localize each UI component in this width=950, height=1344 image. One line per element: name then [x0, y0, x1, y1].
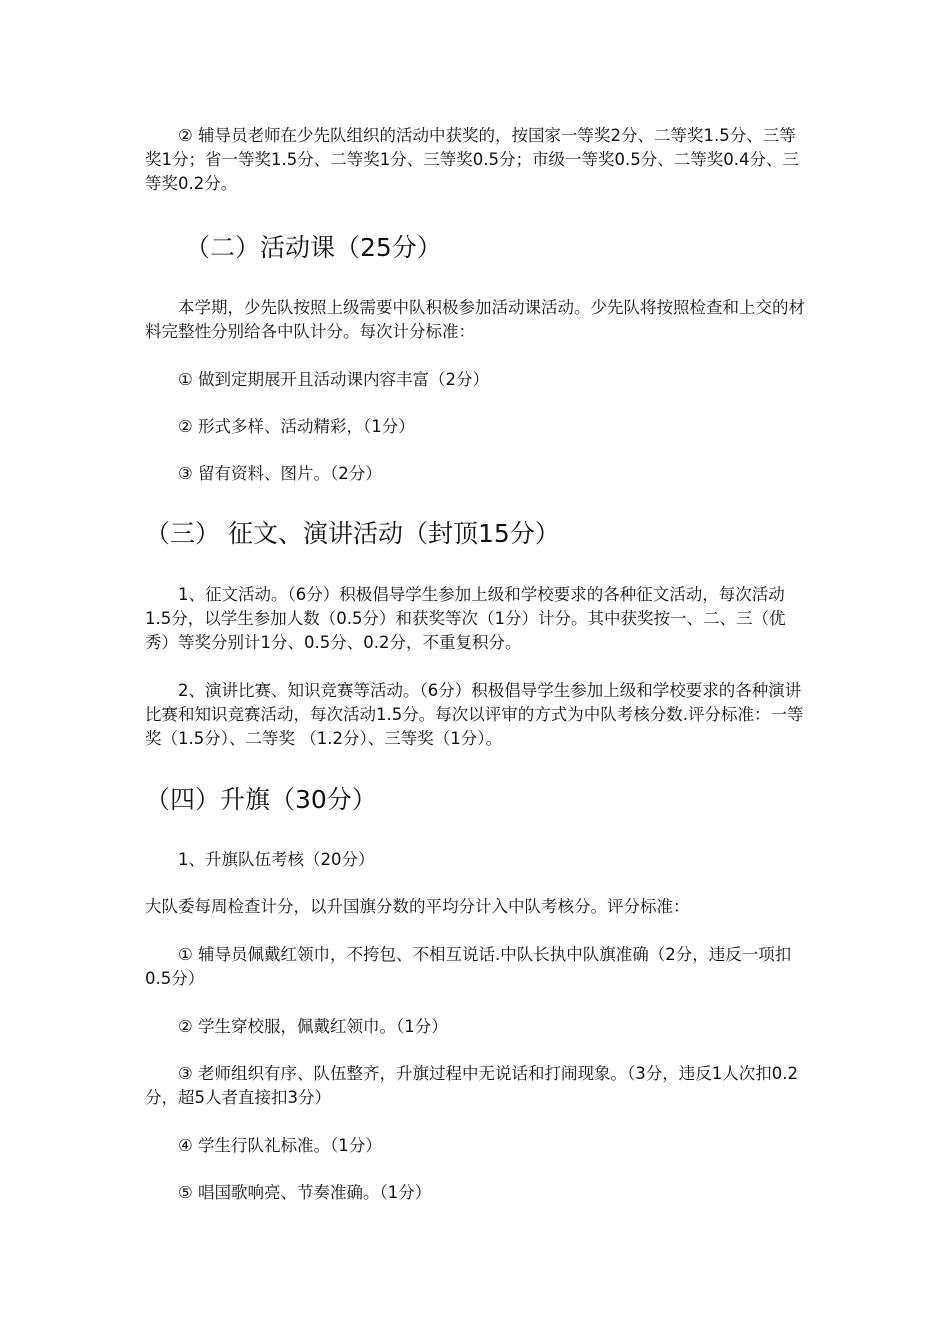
flag-criterion-2: ② 学生穿校服，佩戴红领巾。（1分） [178, 1017, 448, 1036]
award-rule-paragraph: ② 辅导员老师在少先队组织的活动中获奖的，按国家一等奖2分、二等奖1.5分、三等奖1分；省一等奖1.5分、二等奖1分、三等奖0.5分；市级一等奖0.5分、二等奖0.4分、三等奖0.2分。 [145, 126, 799, 193]
section-heading-essay-speech: （三） 征文、演讲活动（封顶15分） [145, 519, 560, 548]
flag-criterion-5: ⑤ 唱国歌响亮、节奏准确。（1分） [178, 1183, 432, 1202]
section-heading-activity-class: （二）活动课（25分） [185, 233, 442, 262]
activity-class-intro: 本学期，少先队按照上级需要中队积极参加活动课活动。少先队将按照检查和上交的材料完整性分别给各中队计分。每次计分标准： [145, 298, 805, 341]
activity-criterion-2: ② 形式多样、活动精彩，（1分） [178, 417, 415, 436]
activity-criterion-3: ③ 留有资料、图片。（2分） [178, 464, 382, 483]
activity-criterion-1: ① 做到定期展开且活动课内容丰富（2分） [178, 370, 490, 389]
essay-activity-paragraph: 1、征文活动。（6分）积极倡导学生参加上级和学校要求的各种征文活动，每次活动1.5分，以学生参加人数（0.5分）和获奖等次（1分）计分。其中获奖按一、二、三（优秀）等奖分别计1分、0.5分、0.2分，不重复积分。 [145, 585, 786, 652]
flag-scoring-intro: 大队委每周检查计分，以升国旗分数的平均分计入中队考核分。评分标准： [145, 897, 690, 916]
flag-criterion-4: ④ 学生行队礼标准。（1分） [178, 1136, 382, 1155]
flag-team-assessment: 1、升旗队伍考核（20分） [178, 850, 375, 869]
flag-criterion-1: ① 辅导员佩戴红领巾，不挎包、不相互说话.中队长执中队旗准确（2分，违反一项扣0.5分） [145, 945, 792, 988]
section-heading-flag-raising: （四）升旗（30分） [145, 785, 377, 814]
speech-contest-paragraph: 2、演讲比赛、知识竞赛等活动。（6分）积极倡导学生参加上级和学校要求的各种演讲比赛和知识竞赛活动，每次活动1.5分。每次以评审的方式为中队考核分数.评分标准：一等奖（1.5分）、二等奖 （1.2分）、三等奖（1分）。 [145, 681, 804, 748]
flag-criterion-3: ③ 老师组织有序、队伍整齐，升旗过程中无说话和打闹现象。（3分，违反1人次扣0.2分，超5人者直接扣3分） [145, 1064, 799, 1107]
